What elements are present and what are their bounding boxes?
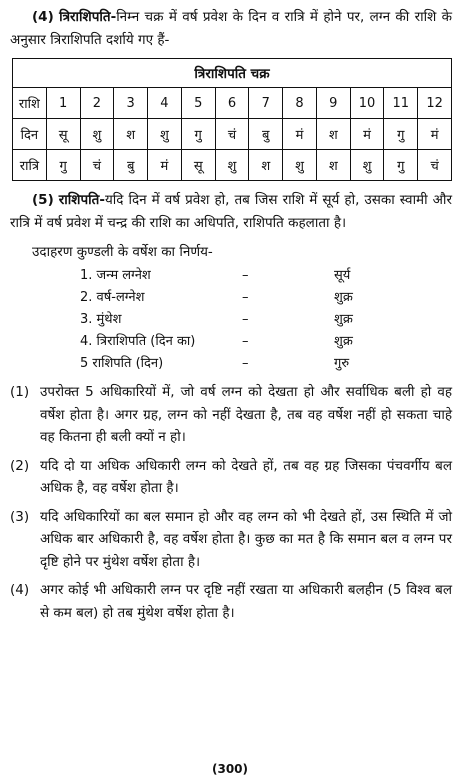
table-cell: शु <box>80 119 114 150</box>
list-item-dash: – <box>242 356 249 371</box>
row-label: रात्रि <box>13 150 47 181</box>
list-item-label: 3. मुंथेश <box>80 312 122 327</box>
list-item <box>10 309 452 331</box>
rule-3 <box>10 506 452 574</box>
column-header: 7 <box>249 88 283 119</box>
table-cell: श <box>249 150 283 181</box>
rule-text: यदि अधिकारियों का बल समान हो और वह लग्न को भी देखते हों, उस स्थिति में जो अधिक बार अधिकारी है, वह वर्षेश होता है। कुछ का मत है कि समान बल व लग्न पर दृष्टि होने पर मुंथेश वर्षेश होता है। <box>40 508 452 570</box>
list-item-value: गुरु <box>334 356 350 371</box>
column-header: 12 <box>418 88 452 119</box>
column-header: 11 <box>384 88 418 119</box>
table-cell: चं <box>80 150 114 181</box>
list-item <box>10 353 452 375</box>
rule-2 <box>10 455 452 500</box>
table-cell: बु <box>114 150 148 181</box>
list-item-value: शुक्र <box>334 334 353 349</box>
rule-text: उपरोक्त 5 अधिकारियों में, जो वर्ष लग्न को देखता हो और सर्वाधिक बली हो वह वर्षेश होता है। अगर ग्रह, लग्न को नहीं देखता है, तब वह वर्षेश नहीं हो सकता चाहे वह कितना ही बली क्यों न हो। <box>40 384 452 445</box>
table-cell: मं <box>148 150 182 181</box>
rule-text: यदि दो या अधिक अधिकारी लग्न को देखते हों, तब वह ग्रह जिसका पंचवर्गीय बल अधिक है, वह वर्षेश होता है। <box>40 457 452 496</box>
rule-number: (2) <box>10 457 30 474</box>
list-item <box>10 331 452 353</box>
section-5-rashipati <box>10 189 452 235</box>
page-number: (300) <box>211 762 249 776</box>
table-cell: श <box>114 119 148 150</box>
table-cell: शु <box>215 150 249 181</box>
column-header: 1 <box>46 88 80 119</box>
column-header: 9 <box>316 88 350 119</box>
section-heading: त्रिराशिपति- <box>59 9 117 25</box>
column-header: 10 <box>350 88 384 119</box>
table-cell: गु <box>384 150 418 181</box>
column-header: 4 <box>148 88 182 119</box>
example-heading: उदाहरण कुण्डली के वर्षेश का निर्णय- <box>32 244 213 260</box>
table-cell: सू <box>46 119 80 150</box>
table-cell: मं <box>350 119 384 150</box>
table-cell: चं <box>215 119 249 150</box>
table-cell: शु <box>350 150 384 181</box>
list-item-value: शुक्र <box>334 290 353 305</box>
table-cell: बु <box>249 119 283 150</box>
rule-number: (1) <box>10 384 30 400</box>
section-number: (4) <box>32 9 54 25</box>
section-4-trirashipati <box>10 6 452 52</box>
table-cell: चं <box>418 150 452 181</box>
row-label: दिन <box>13 119 47 150</box>
list-item-value: शुक्र <box>334 312 353 327</box>
table-header-row <box>13 88 452 119</box>
table-cell: गु <box>181 119 215 150</box>
list-item-dash: – <box>242 312 249 327</box>
column-header: 2 <box>80 88 114 119</box>
table-cell: मं <box>283 119 317 150</box>
rule-text: अगर कोई भी अधिकारी लग्न पर दृष्टि नहीं रखता या अधिकारी बलहीन (5 विश्व बल से कम बल) हो तब मुंथेश वर्षेश होता है। <box>40 582 452 621</box>
section-heading: राशिपति- <box>58 192 105 208</box>
table-cell: श <box>316 119 350 150</box>
list-item-label: 1. जन्म लग्नेश <box>80 268 151 283</box>
table-row-night <box>13 150 452 181</box>
table-cell: गु <box>46 150 80 181</box>
list-item-label: 2. वर्ष-लग्नेश <box>80 290 145 305</box>
list-item <box>10 287 452 309</box>
list-item-label: 4. त्रिराशिपति (दिन का) <box>80 334 196 349</box>
list-item-value: सूर्य <box>334 268 351 283</box>
row-header-rashi: राशि <box>13 88 47 119</box>
column-header: 6 <box>215 88 249 119</box>
column-header: 3 <box>114 88 148 119</box>
section-text: यदि दिन में वर्ष प्रवेश हो, तब जिस राशि में सूर्य हो, उसका स्वामी और रात्रि में वर्ष प्रवेश में चन्द्र की राशि का अधिपति, राशिपति कहलाता है। <box>10 192 452 231</box>
list-item-dash: – <box>242 290 249 305</box>
table-cell: श <box>316 150 350 181</box>
table-cell: शु <box>148 119 182 150</box>
section-text: निम्न चक्र में वर्ष प्रवेश के दिन व रात्रि में होने पर, लग्न की राशि के अनुसार त्रिराशिपति दर्शाये गए हैं- <box>10 9 452 48</box>
table-cell: गु <box>384 119 418 150</box>
table-cell: सू <box>181 150 215 181</box>
list-item-label: 5 राशिपति (दिन) <box>80 356 164 371</box>
table-cell: शु <box>283 150 317 181</box>
list-item <box>10 265 452 287</box>
varshesh-list <box>10 265 452 375</box>
table-title: त्रिराशिपति चक्र <box>13 59 452 88</box>
section-number: (5) <box>32 192 54 208</box>
rule-number: (3) <box>10 508 30 525</box>
trirashipati-table <box>12 58 452 181</box>
rule-4 <box>10 579 452 624</box>
table-cell: मं <box>418 119 452 150</box>
table-row-day <box>13 119 452 150</box>
rule-number: (4) <box>10 582 30 598</box>
column-header: 5 <box>181 88 215 119</box>
list-item-dash: – <box>242 334 249 349</box>
list-item-dash: – <box>242 268 249 283</box>
column-header: 8 <box>283 88 317 119</box>
rule-1 <box>10 381 452 449</box>
